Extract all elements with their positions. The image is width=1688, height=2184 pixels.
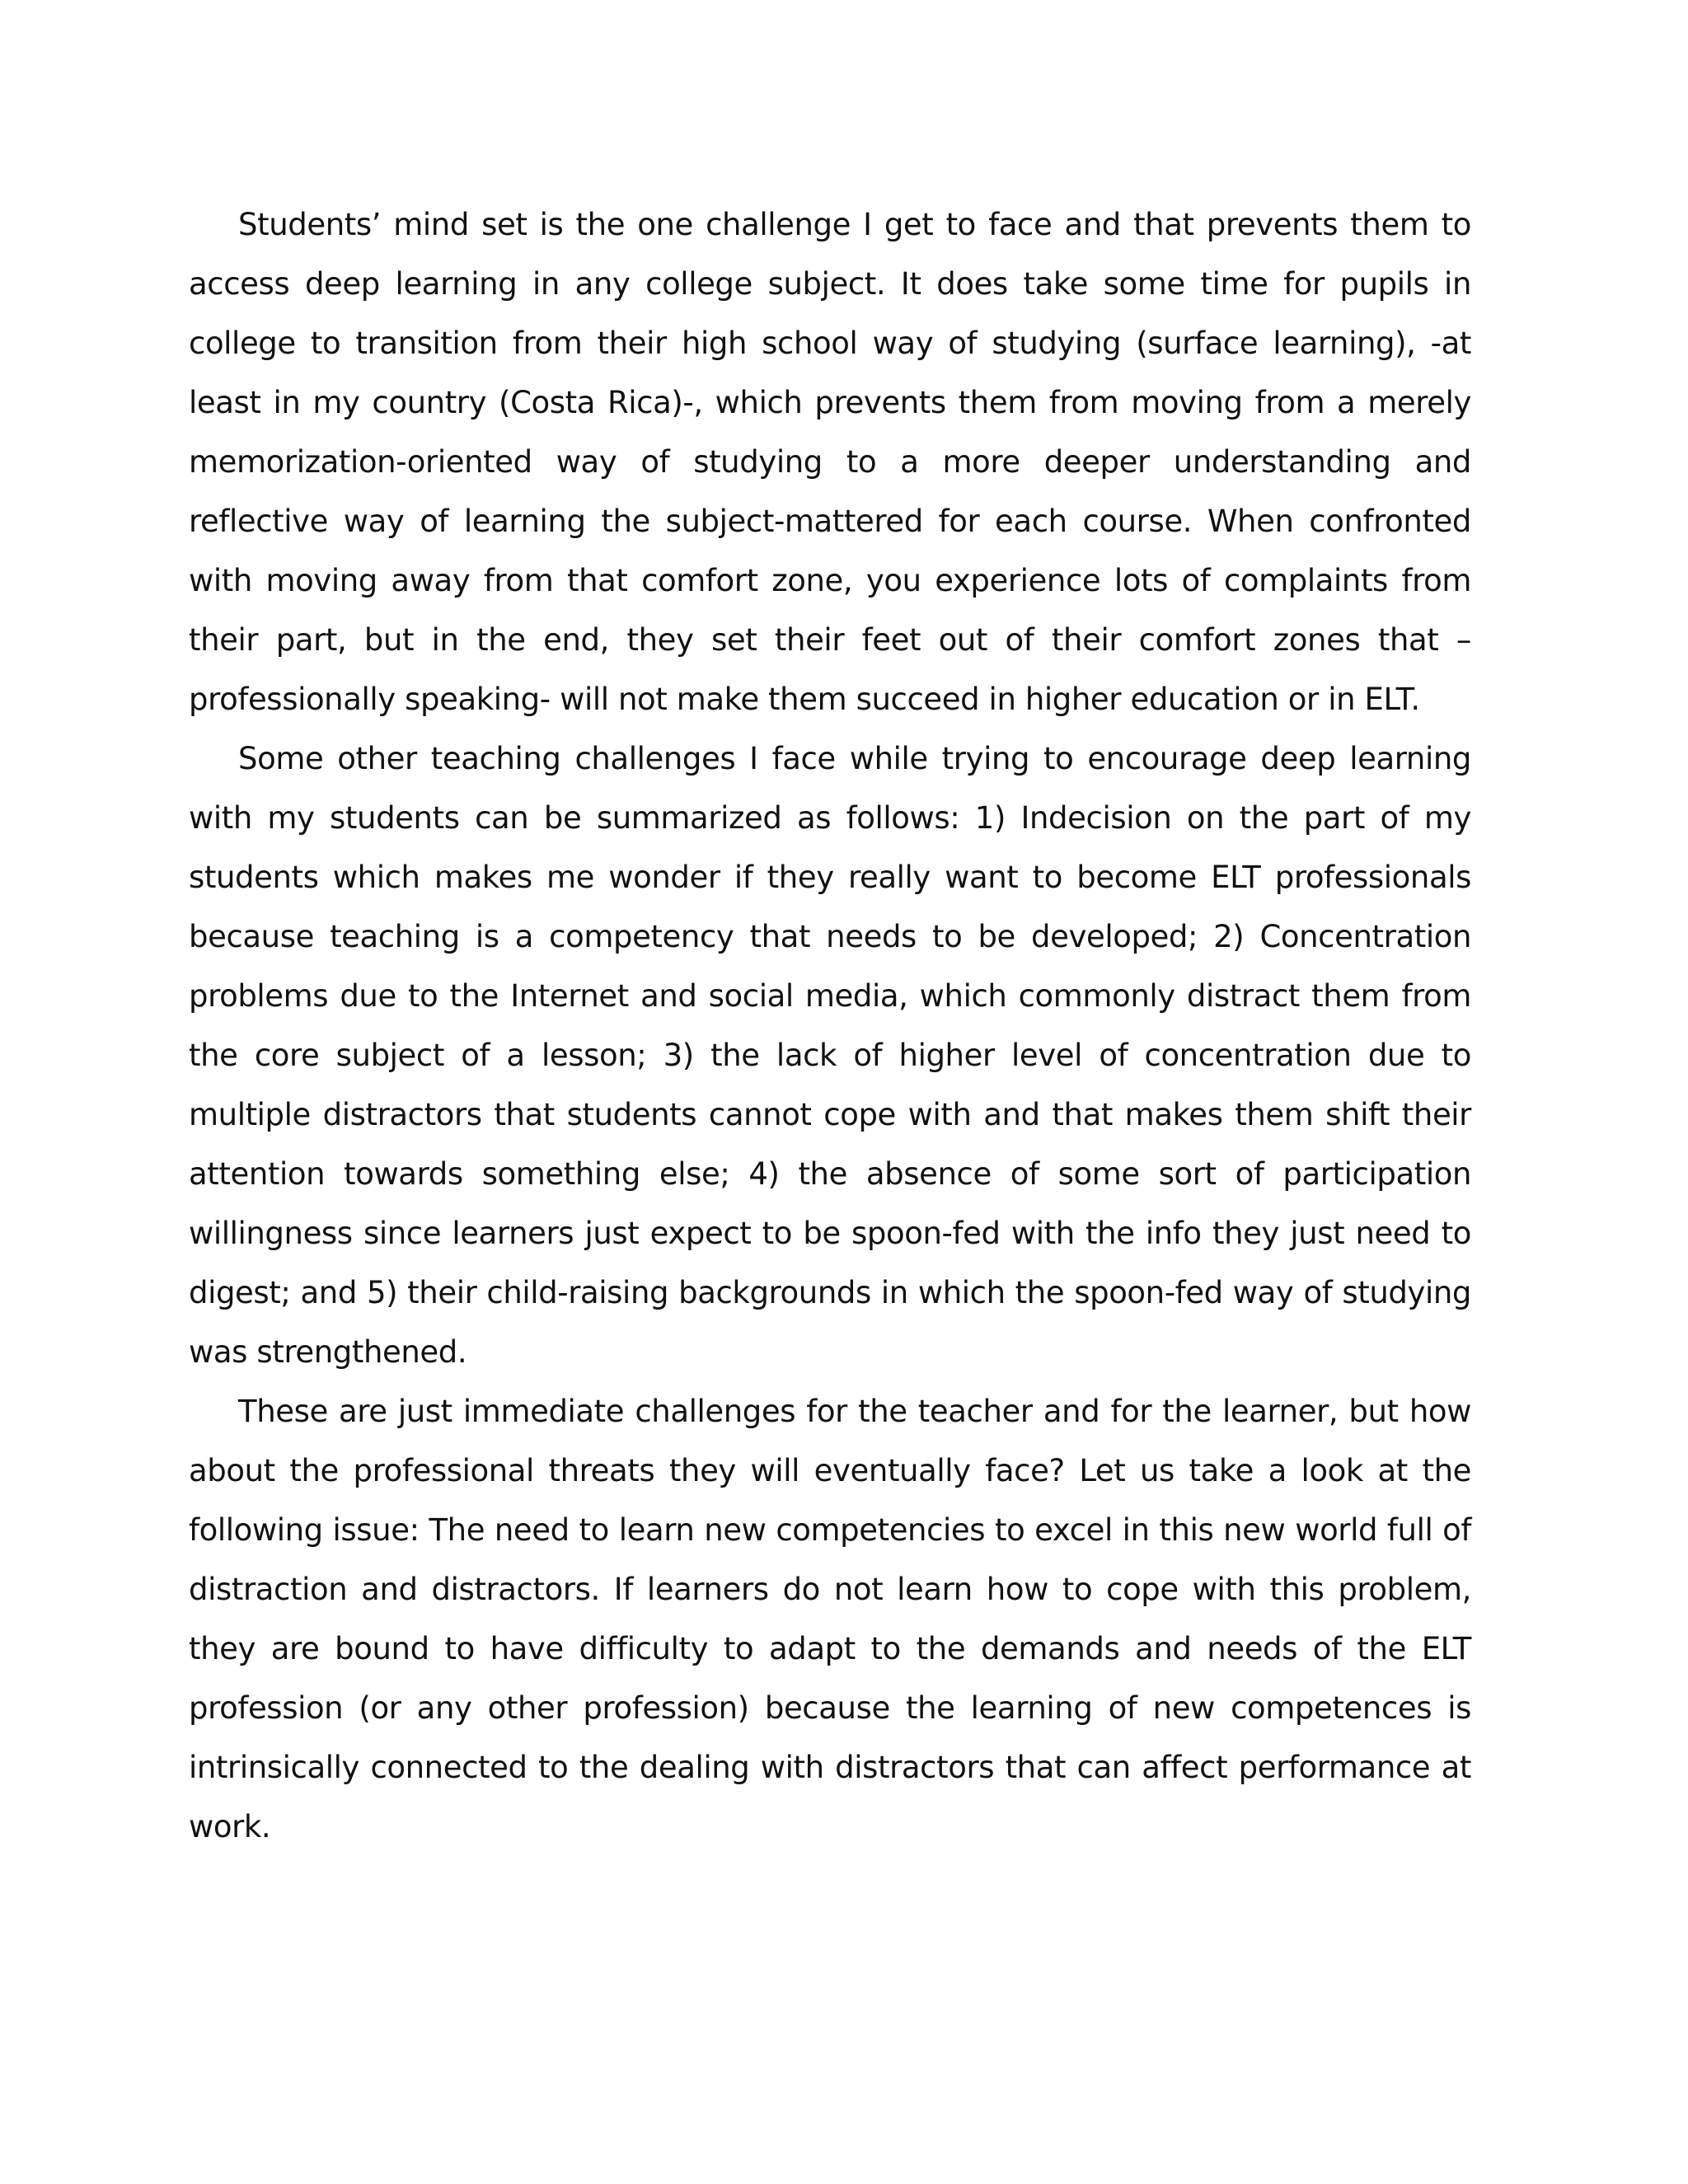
body-text (189, 195, 1471, 1857)
paragraph-students-mindset: Students’ mind set is the one challenge I get to face and that prevents them to access deep learning in any college subject. It does take some time for pupils in college to transition from their high school way of studying (surface learning), -at least in my country (Costa Rica)-, which prevents them from moving from a merely memorization-oriented way of studying to a more deeper understanding and reflective way of learning the subject-mattered for each course. When confronted with moving away from that comfort zone, you experience lots of complaints from their part, but in the end, they set their feet out of their comfort zones that –professionally speaking- will not make them succeed in higher education or in ELT. (189, 207, 1471, 717)
paragraph-professional-threats: These are just immediate challenges for the teacher and for the learner, but how about the professional threats they will eventually face? Let us take a look at the following issue: The need to learn new competencies to excel in this new world full of distraction and distractors. If learners do not learn how to cope with this problem, they are bound to have difficulty to adapt to the demands and needs of the ELT profession (or any other profession) because the learning of new competences is intrinsically connected to the dealing with distractors that can affect performance at work. (189, 1394, 1471, 1844)
paragraph-teaching-challenges: Some other teaching challenges I face while trying to encourage deep learning with my students can be summarized as follows: 1) Indecision on the part of my students which makes me wonder if they really want to become ELT professionals because teaching is a competency that needs to be developed; 2) Concentration problems due to the Internet and social media, which commonly distract them from the core subject of a lesson; 3) the lack of higher level of concentration due to multiple distractors that students cannot cope with and that makes them shift their attention towards something else; 4) the absence of some sort of participation willingness since learners just expect to be spoon-fed with the info they just need to digest; and 5) their child-raising backgrounds in which the spoon-fed way of studying was strengthened. (189, 741, 1471, 1370)
